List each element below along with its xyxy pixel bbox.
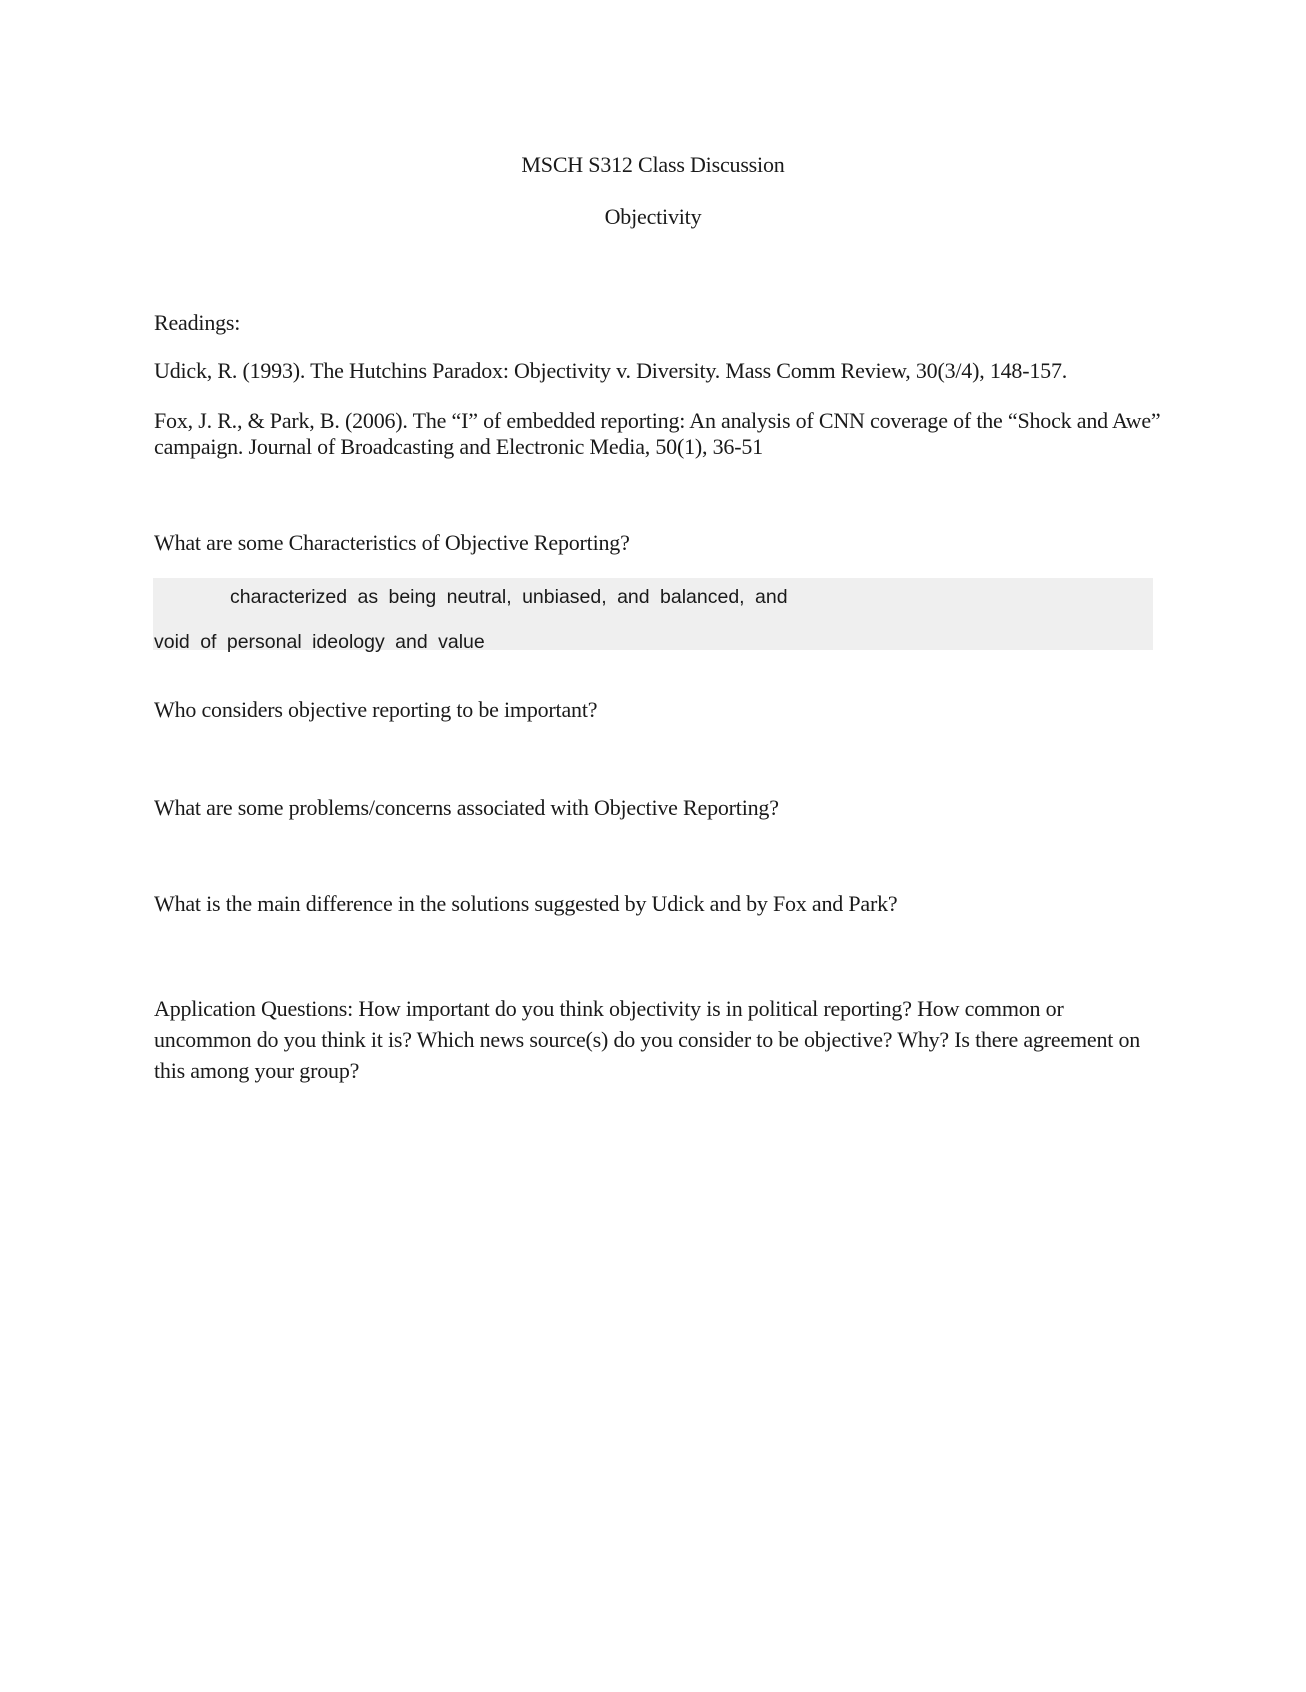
- document-title: MSCH S312 Class Discussion: [521, 152, 785, 177]
- question-main-difference: What is the main difference in the solutions suggested by Udick and by Fox and Park?: [154, 891, 898, 916]
- reference-fox-park: Fox, J. R., & Park, B. (2006). The “I” of embedded reporting: An analysis of CNN coverage of the “Shock and Awe” campaign. Journal of Broadcasting and Electronic Media, 50(1), 36-51: [154, 408, 1161, 459]
- question-characteristics: What are some Characteristics of Objective Reporting?: [154, 530, 630, 555]
- answer-text-field[interactable]: [153, 578, 1153, 653]
- answer-line-2: void of personal ideology and value: [154, 631, 485, 653]
- question-who-considers: Who considers objective reporting to be important?: [154, 697, 598, 722]
- answer-line-1: characterized as being neutral, unbiased, and balanced, and: [230, 586, 788, 608]
- question-application: Application Questions: How important do you think objectivity is in political reporting? How common or uncommon do you think it is? Which news source(s) do you consider to be objective? Why? Is there agreement on this among your group?: [154, 996, 1141, 1083]
- readings-label: Readings:: [154, 310, 241, 335]
- question-problems: What are some problems/concerns associated with Objective Reporting?: [154, 795, 779, 820]
- reference-udick: Udick, R. (1993). The Hutchins Paradox: Objectivity v. Diversity. Mass Comm Review, 30(3/4), 148-157.: [154, 358, 1068, 383]
- document-subtitle: Objectivity: [604, 204, 702, 229]
